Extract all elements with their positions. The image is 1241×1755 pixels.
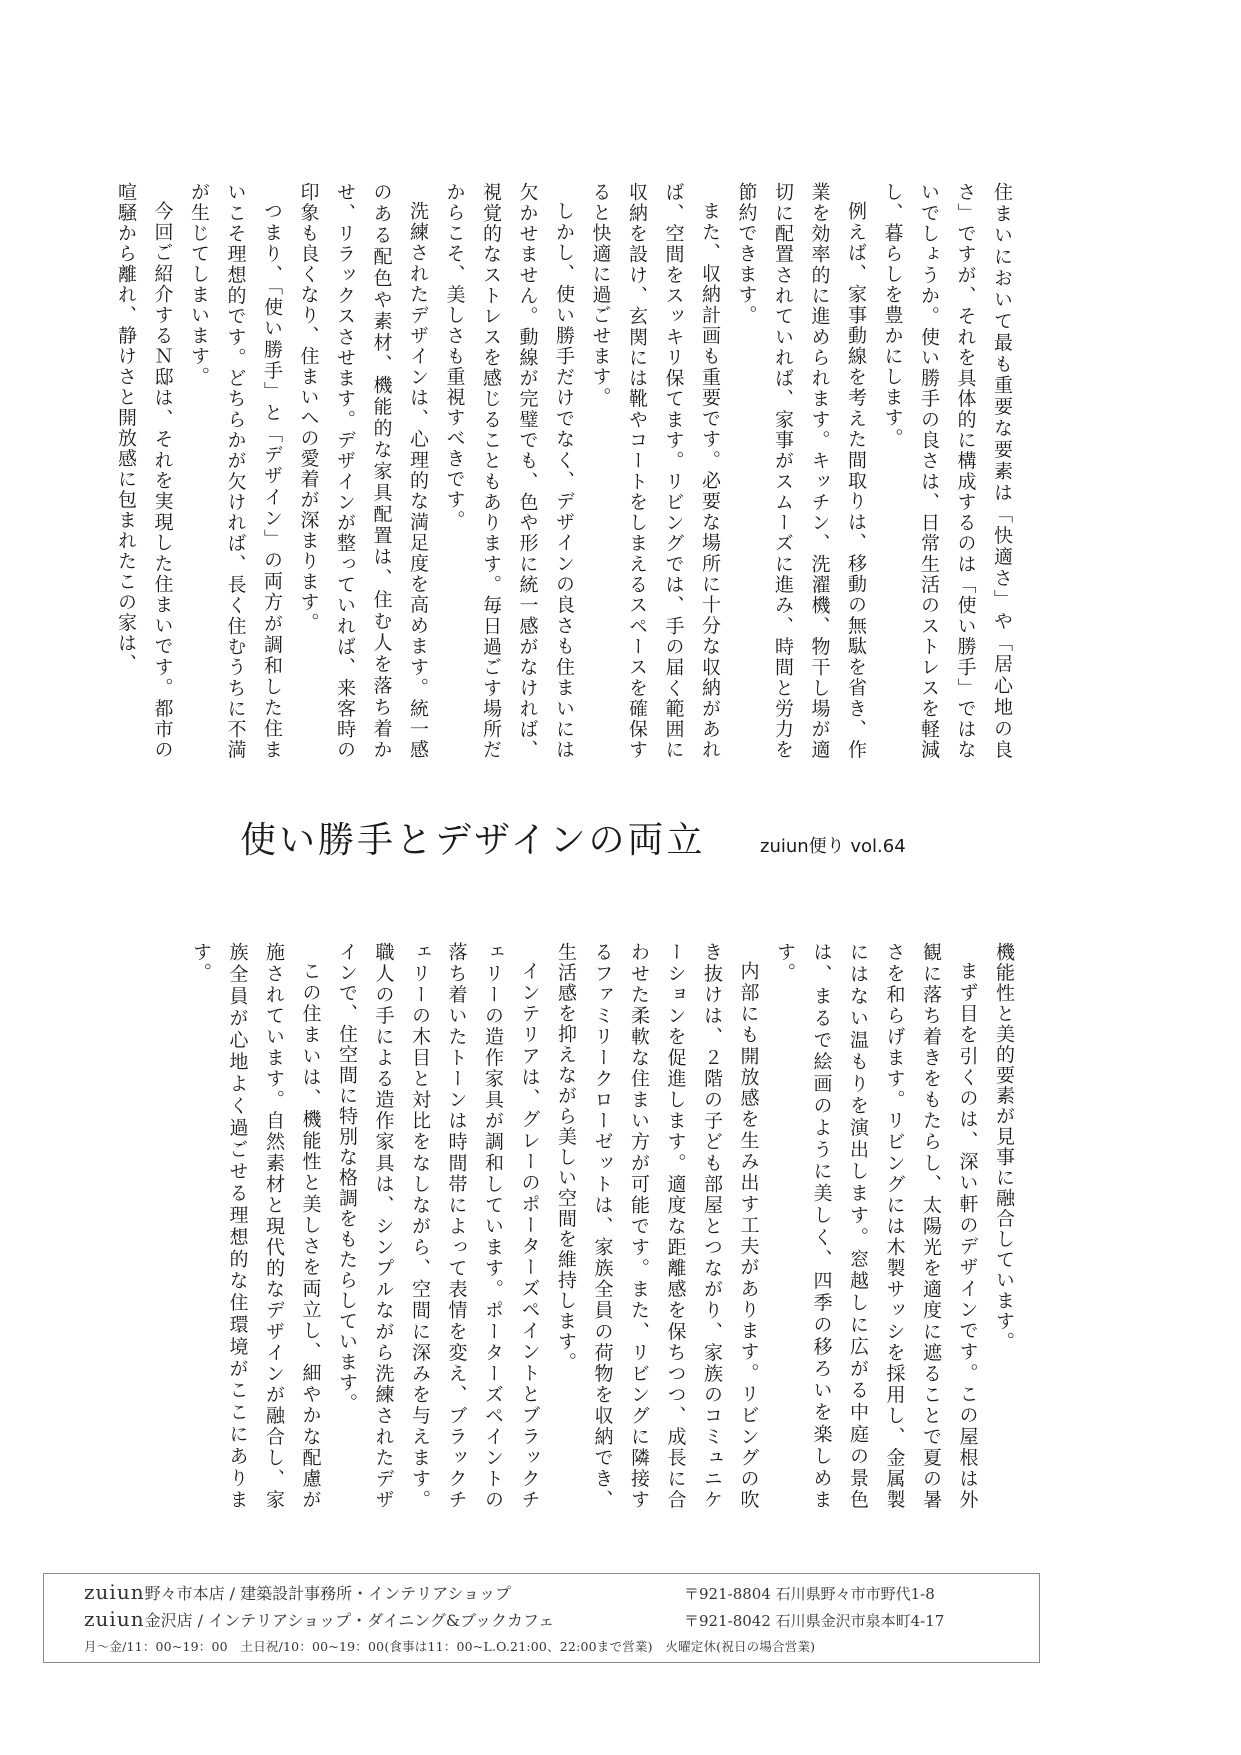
upper-article-body bbox=[100, 182, 1020, 760]
store-address: 〒921-8804 石川県野々市市野代1-8 bbox=[684, 1585, 935, 1603]
paragraph: しかし、使い勝手だけでなく、デザインの良さも住まいには欠かせません。動線が完璧でも、色や形に統一感がなければ、視覚的なストレスを感じることもあります。毎日過ごす場所だからこそ、美しさも重視すべきです。 bbox=[443, 182, 575, 761]
lower-article-body bbox=[102, 942, 1022, 1510]
store-address: 〒921-8042 石川県金沢市泉本町4-17 bbox=[684, 1612, 945, 1630]
brand-name: zuiun bbox=[84, 1607, 145, 1631]
paragraph: 機能性と美的要素が見事に融合しています。 bbox=[993, 942, 1015, 1352]
paragraph: 例えば、家事動線を考えた間取りは、移動の無駄を省き、作業を効率的に進められます。キッチン、洗濯機、物干し場が適切に配置されていれば、家事がスムーズに進み、時間と労力を節約できます。 bbox=[735, 182, 867, 760]
store-description: 野々市本店 / 建築設計事務所・インテリアショップ bbox=[144, 1584, 512, 1603]
paragraph: 内部にも開放感を生み出す工夫があります。リビングの吹き抜けは、２階の子ども部屋とつながり、家族のコミュニケーションを促進します。適度な距離感を保ちつつ、成長に合わせた柔軟な住まい方が可能です。また、リビングに隣接するファミリークローゼットは、家族全員の荷物を収納でき、生活感を抑えながら美しい空間を維持します。 bbox=[555, 942, 760, 1510]
paragraph: インテリアは、グレーのポーターズペイントとブラックチェリーの造作家具が調和しています。ポーターズペイントの落ち着いたトーンは時間帯によって表情を変え、ブラックチェリーの木目と対比をなしながら、空間に深みを与えます。職人の手による造作家具は、シンプルながら洗練されたデザインで、住空間に特別な格調をもたらしています。 bbox=[336, 942, 541, 1510]
brand-name: zuiun bbox=[84, 1580, 145, 1604]
paragraph: 今回ご紹介するＮ邸は、それを実現した住まいです。都市の喧騒から離れ、静けさと開放感に包まれたこの家は、 bbox=[115, 182, 174, 760]
paragraph: また、収納計画も重要です。必要な場所に十分な収納があれば、空間をスッキリ保てます。リビングでは、手の届く範囲に収納を設け、玄関には靴やコートをしまえるスペースを確保すると快適に過ごせます。 bbox=[589, 182, 721, 760]
paragraph: まず目を引くのは、深い軒のデザインです。この屋根は外観に落ち着きをもたらし、太陽光を適度に遮ることで夏の暑さを和らげます。リビングには木製サッシを採用し、金属製にはない温もりを演出します。窓越しに広がる中庭の景色は、まるで絵画のように美しく、四季の移ろいを楽しめます。 bbox=[774, 942, 979, 1510]
page-title: 使い勝手とデザインの両立 bbox=[240, 820, 706, 861]
store-row-nonoichi bbox=[84, 1580, 935, 1604]
paragraph: この住まいは、機能性と美しさを両立し、細やかな配慮が施されています。自然素材と現代的なデザインが融合し、家族全員が心地よく過ごせる理想的な住環境がここにあります。 bbox=[190, 942, 322, 1510]
issue-label: zuiun便り vol.64 bbox=[760, 836, 906, 857]
store-row-kanazawa bbox=[84, 1607, 945, 1631]
store-info-box bbox=[43, 1573, 1040, 1663]
business-hours: 月～金/11：00~19：00 土日祝/10：00~19：00(食事は11：00~L.O.21:00、22:00まで営業) 火曜定休(祝日の場合営業) bbox=[84, 1639, 816, 1654]
paragraph: つまり、「使い勝手」と「デザイン」の両方が調和した住まいこそ理想的です。どちらかが欠ければ、長く住むうちに不満が生じてしまいます。 bbox=[188, 182, 283, 760]
store-description: 金沢店 / インテリアショップ・ダイニング&ブックカフェ bbox=[144, 1611, 555, 1630]
title-row bbox=[240, 812, 1000, 872]
paragraph: 洗練されたデザインは、心理的な満足度を高めます。統一感のある配色や素材、機能的な家具配置は、住む人を落ち着かせ、リラックスさせます。デザインが整っていれば、来客時の印象も良くなり、住まいへの愛着が深まります。 bbox=[297, 182, 429, 761]
paragraph: 住まいにおいて最も重要な要素は「快適さ」や「居心地の良さ」ですが、それを具体的に構成するのは「使い勝手」ではないでしょうか。使い勝手の良さは、日常生活のストレスを軽減し、暮らしを豊かにします。 bbox=[881, 182, 1013, 760]
